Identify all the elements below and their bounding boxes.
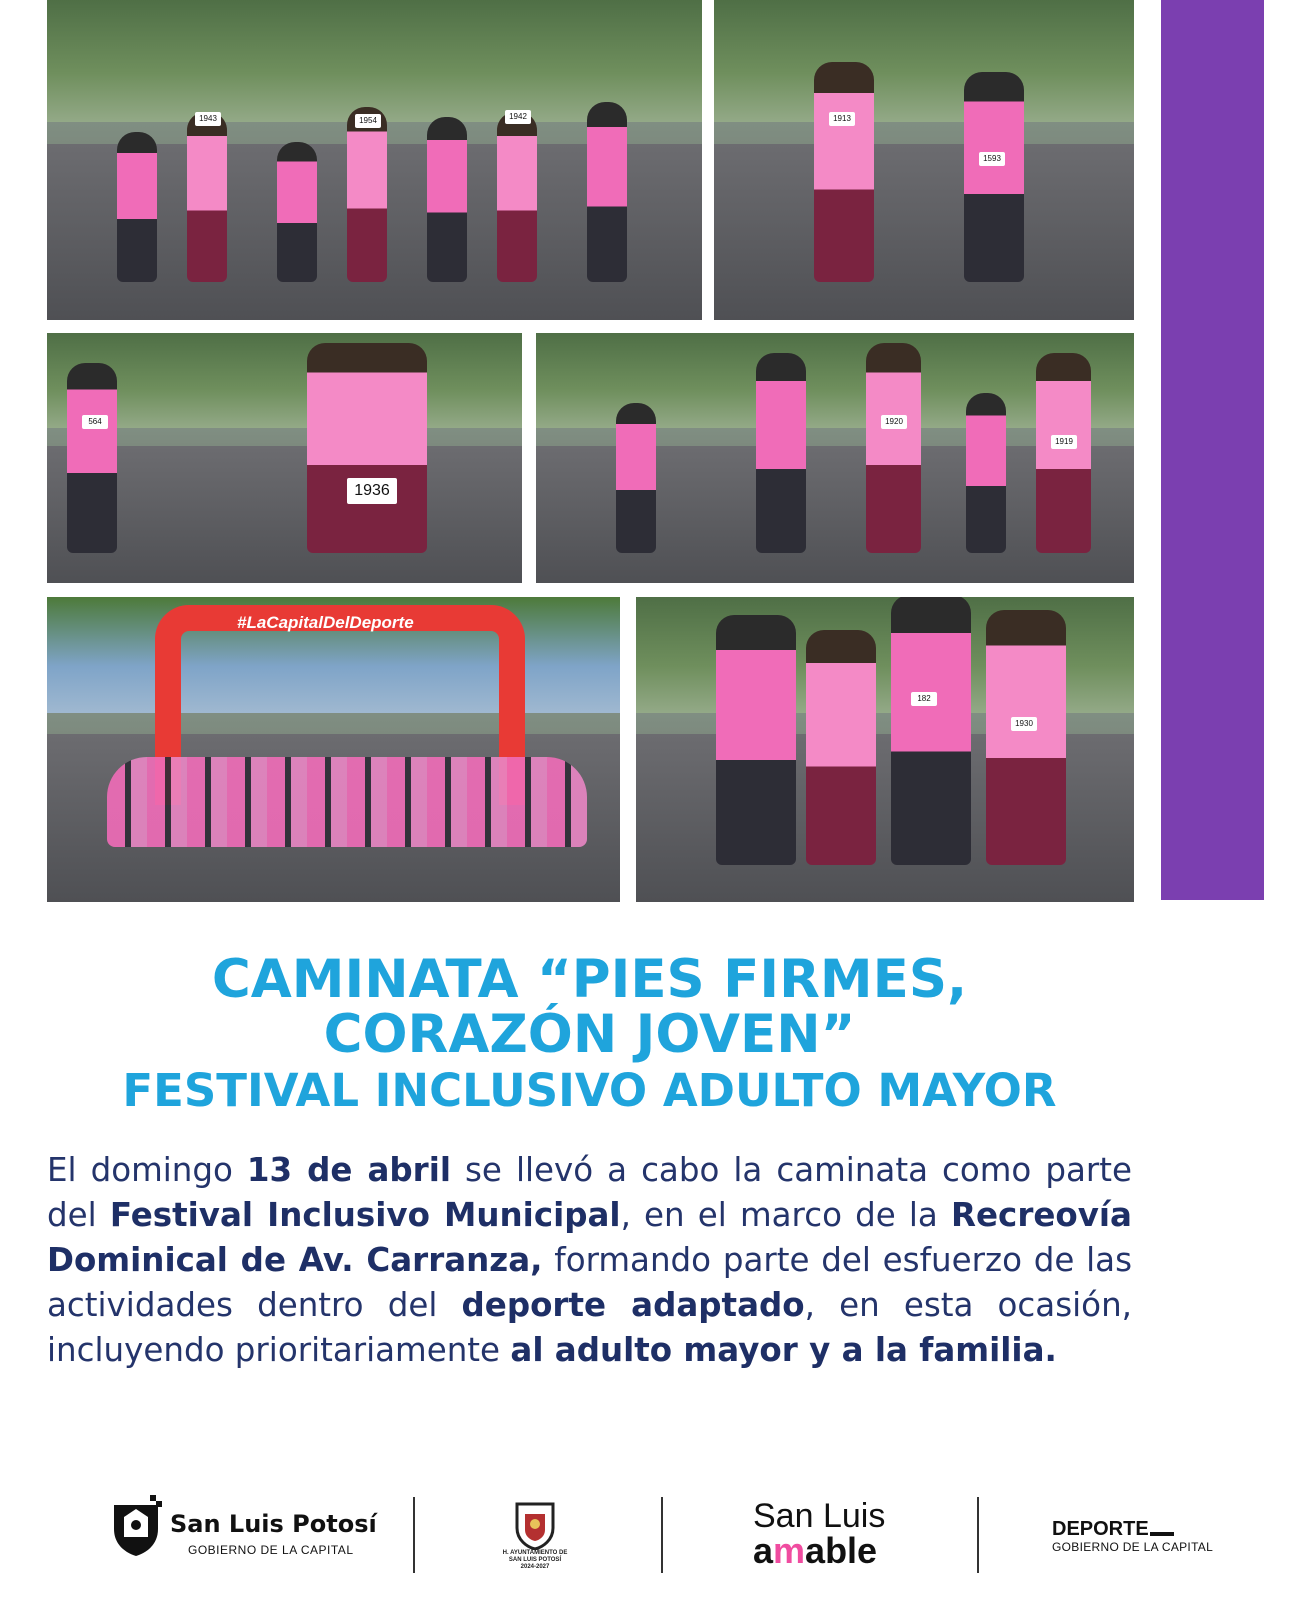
photo-group-under-arch [47, 597, 620, 902]
race-bib: 1936 [347, 478, 397, 504]
headline-subtitle: FESTIVAL INCLUSIVO ADULTO MAYOR [122, 1064, 1057, 1117]
logo-divider [977, 1497, 979, 1573]
race-bib: 182 [911, 692, 937, 706]
race-bib: 1919 [1051, 435, 1077, 449]
photo-walkers-group [47, 0, 702, 320]
accent-bar [1161, 0, 1264, 900]
logo-divider [413, 1497, 415, 1573]
race-bib: 1593 [979, 152, 1005, 166]
deporte-logo-title: DEPORTE [1052, 1518, 1149, 1540]
description-paragraph: El domingo 13 de abril se llevó a cabo la caminata como parte del Festival Inclusivo Municipal, en el marco de la Recreovía Dominical de Av. Carranza, formando parte del esfuerzo de las actividades dentro del deporte adaptado, en esta ocasión, incluyendo prioritariamente al adulto mayor y a la familia. [47, 1151, 1132, 1369]
headline-line-2: CORAZÓN JOVEN” [323, 1004, 856, 1065]
photo-walkers-with-dog [536, 333, 1134, 583]
race-bib: 1913 [829, 112, 855, 126]
amable-logo-line1: San Luis [753, 1497, 886, 1535]
deporte-logo-underline [1150, 1532, 1174, 1536]
race-bib: 1943 [195, 112, 221, 126]
headline-line-1: CAMINATA “PIES FIRMES, [211, 949, 968, 1010]
deporte-logo-subtitle: GOBIERNO DE LA CAPITAL [1052, 1540, 1214, 1554]
race-bib: 1954 [355, 114, 381, 128]
ayuntamiento-text: H. AYUNTAMIENTO DE SAN LUIS POTOSÍ 2024-2027 [502, 1550, 568, 1570]
race-bib: 1942 [505, 110, 531, 124]
amable-logo-line2: amable [753, 1530, 878, 1571]
slp-brand-name: San Luis Potosí [170, 1510, 377, 1538]
race-bib: 1930 [1011, 717, 1037, 731]
arch-hashtag: #LaCapitalDelDeporte [237, 613, 414, 632]
photo-participants-with-dogs [636, 597, 1134, 902]
ayuntamiento-seal [513, 1502, 557, 1550]
race-bib: 564 [82, 415, 108, 429]
photo-waving-walkers [714, 0, 1134, 320]
logo-divider [661, 1497, 663, 1573]
slp-crest-logo [110, 1495, 162, 1557]
race-bib: 1920 [881, 415, 907, 429]
photo-runner-closeup [47, 333, 522, 583]
slp-subtitle: GOBIERNO DE LA CAPITAL [188, 1543, 354, 1557]
